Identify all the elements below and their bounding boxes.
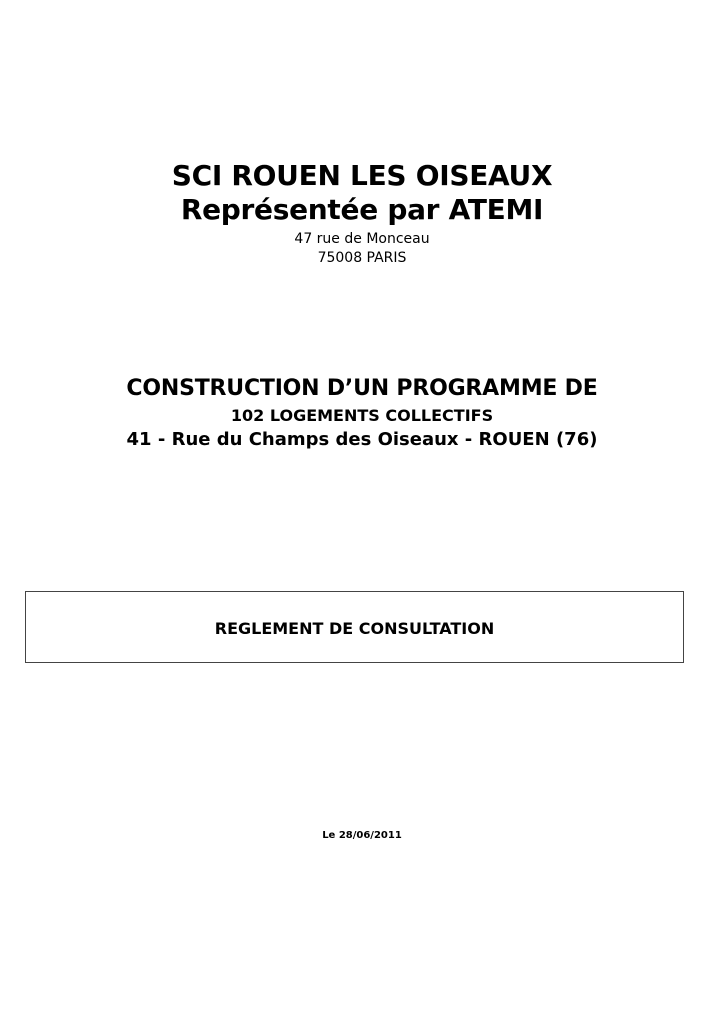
- client-name: SCI ROUEN LES OISEAUX: [171, 159, 553, 192]
- document-title-box: [25, 591, 684, 663]
- client-address-city: 75008 PARIS: [317, 250, 407, 266]
- project-address: 41 - Rue du Champs des Oiseaux - ROUEN (76): [126, 429, 598, 450]
- project-title: CONSTRUCTION D’UN PROGRAMME DE: [126, 376, 598, 401]
- document-title: REGLEMENT DE CONSULTATION: [214, 619, 495, 638]
- document-date: Le 28/06/2011: [322, 830, 402, 841]
- client-address-street: 47 rue de Monceau: [294, 231, 430, 247]
- client-representative: Représentée par ATEMI: [180, 193, 544, 226]
- project-subtitle: 102 LOGEMENTS COLLECTIFS: [230, 406, 494, 425]
